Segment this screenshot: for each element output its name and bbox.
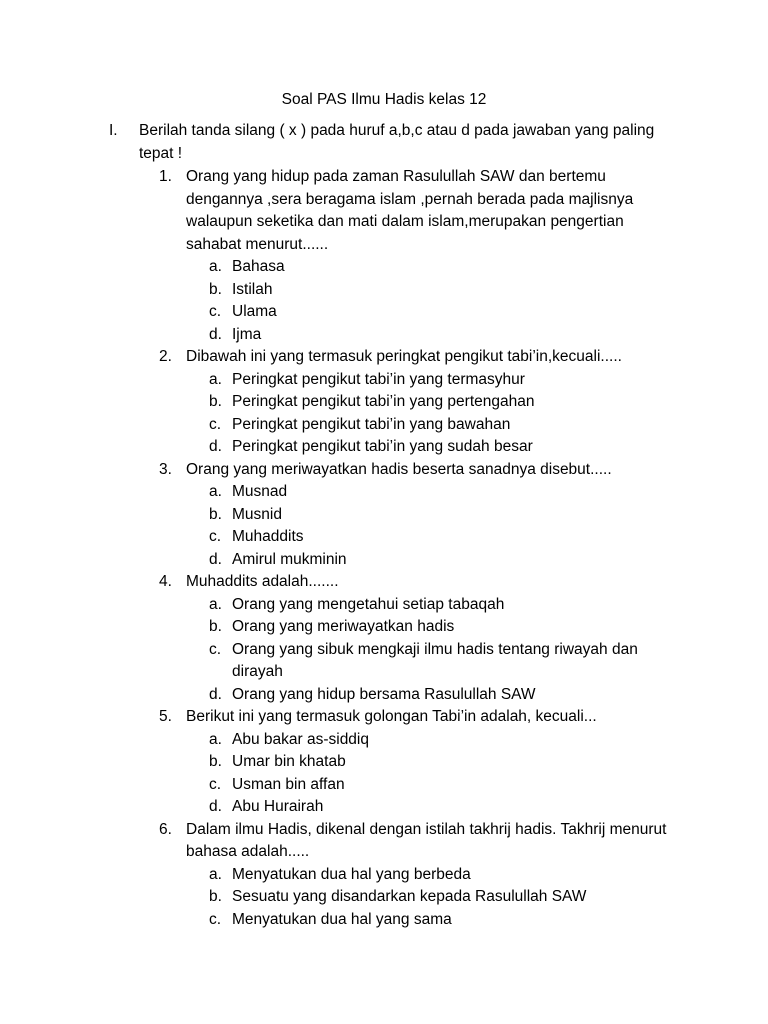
option-list	[209, 256, 679, 346]
option-text: Sesuatu yang disandarkan kepada Rasulullah SAW	[232, 888, 587, 905]
option-text: Abu bakar as-siddiq	[232, 730, 369, 748]
option-text: Usman bin affan	[232, 775, 345, 793]
option-text: Peringkat pengikut tabi’in yang termasyhur	[232, 370, 525, 388]
option-letter: d.	[209, 798, 222, 815]
question-item-2	[159, 346, 679, 459]
option-text: Abu Hurairah	[232, 798, 324, 815]
question-list	[159, 166, 679, 931]
option-letter: b.	[209, 393, 222, 410]
section-instruction	[109, 120, 669, 165]
option-letter: d.	[209, 685, 222, 703]
option-letter: c.	[209, 528, 222, 545]
option-letter: c.	[209, 910, 222, 928]
option-item	[209, 751, 679, 774]
page-title: Soal PAS Ilmu Hadis kelas 12	[281, 91, 487, 108]
option-text: Peringkat pengikut tabi’in yang bawahan	[232, 415, 511, 433]
option-letter: a.	[209, 730, 222, 748]
option-item	[209, 279, 679, 302]
option-text: Musnid	[232, 505, 282, 523]
option-text: Menyatukan dua hal yang sama	[232, 910, 452, 928]
question-item-1	[159, 166, 679, 346]
option-text: Ulama	[232, 303, 277, 320]
option-item	[209, 369, 679, 392]
option-list	[209, 594, 679, 707]
option-item	[209, 436, 679, 459]
instruction-row	[109, 120, 669, 165]
question-text: Dibawah ini yang termasuk peringkat pengikut tabi’in,kecuali.....	[186, 348, 622, 365]
question-text: Dalam ilmu Hadis, dikenal dengan istilah takhrij hadis. Takhrij menurut bahasa adalah.....	[186, 820, 667, 860]
option-item	[209, 324, 679, 347]
option-letter: c.	[209, 775, 222, 793]
option-text: Ijma	[232, 325, 262, 343]
option-text: Muhaddits	[232, 528, 304, 545]
option-letter: a.	[209, 483, 222, 500]
option-text: Menyatukan dua hal yang berbeda	[232, 865, 471, 883]
option-letter: d.	[209, 325, 222, 343]
question-text: Orang yang meriwayatkan hadis beserta sanadnya disebut.....	[186, 460, 612, 478]
option-text: Peringkat pengikut tabi’in yang pertengahan	[232, 393, 535, 410]
option-item	[209, 796, 679, 819]
option-letter: c.	[209, 640, 222, 658]
question-item-6	[159, 819, 679, 932]
option-letter: b.	[209, 505, 222, 523]
section-numeral: I.	[109, 122, 118, 139]
option-text: Musnad	[232, 483, 288, 500]
question-item-5	[159, 706, 679, 819]
option-item	[209, 909, 679, 932]
question-text: Berikut ini yang termasuk golongan Tabi’in adalah, kecuali...	[186, 708, 597, 725]
option-item	[209, 639, 679, 684]
option-text: Amirul mukminin	[232, 550, 347, 568]
option-text: Bahasa	[232, 258, 285, 275]
option-item	[209, 391, 679, 414]
option-item	[209, 616, 679, 639]
option-letter: a.	[209, 865, 222, 883]
option-list	[209, 369, 679, 459]
option-letter: a.	[209, 370, 222, 388]
option-letter: d.	[209, 438, 222, 455]
option-item	[209, 301, 679, 324]
question-item-3	[159, 459, 679, 572]
option-item	[209, 729, 679, 752]
question-number: 6.	[159, 820, 172, 838]
option-item	[209, 526, 679, 549]
option-text: Orang yang mengetahui setiap tabaqah	[232, 595, 505, 613]
option-text: Istilah	[232, 280, 273, 298]
option-letter: d.	[209, 550, 222, 568]
option-item	[209, 481, 679, 504]
option-letter: b.	[209, 753, 222, 770]
option-item	[209, 504, 679, 527]
question-number: 1.	[159, 168, 172, 185]
question-number: 4.	[159, 573, 172, 590]
option-text: Orang yang meriwayatkan hadis	[232, 618, 455, 635]
question-item-4	[159, 571, 679, 706]
option-item	[209, 594, 679, 617]
option-list	[209, 729, 679, 819]
option-item	[209, 864, 679, 887]
option-list	[209, 481, 679, 571]
option-letter: c.	[209, 415, 222, 433]
option-item	[209, 549, 679, 572]
option-letter: b.	[209, 618, 222, 635]
option-item	[209, 774, 679, 797]
option-item	[209, 684, 679, 707]
option-item	[209, 886, 679, 909]
option-text: Peringkat pengikut tabi’in yang sudah besar	[232, 438, 533, 455]
option-letter: b.	[209, 888, 222, 905]
question-number: 2.	[159, 348, 172, 365]
option-letter: c.	[209, 303, 222, 320]
instruction-text: Berilah tanda silang ( x ) pada huruf a,b,c atau d pada jawaban yang paling tepat !	[139, 122, 655, 162]
question-number: 5.	[159, 708, 172, 725]
option-text: Umar bin khatab	[232, 753, 346, 770]
option-letter: b.	[209, 280, 222, 298]
option-list	[209, 864, 679, 932]
option-letter: a.	[209, 258, 222, 275]
question-text: Orang yang hidup pada zaman Rasulullah SAW dan bertemu dengannya ,sera beragama islam ,pernah berada pada majlisnya walaupun seketika dan mati dalam islam,merupakan pengertian sahabat menurut......	[186, 168, 634, 253]
option-item	[209, 256, 679, 279]
question-number: 3.	[159, 460, 172, 478]
question-text: Muhaddits adalah.......	[186, 573, 339, 590]
option-letter: a.	[209, 595, 222, 613]
option-text: Orang yang sibuk mengkaji ilmu hadis tentang riwayah dan dirayah	[232, 640, 638, 680]
option-text: Orang yang hidup bersama Rasulullah SAW	[232, 685, 536, 703]
option-item	[209, 414, 679, 437]
